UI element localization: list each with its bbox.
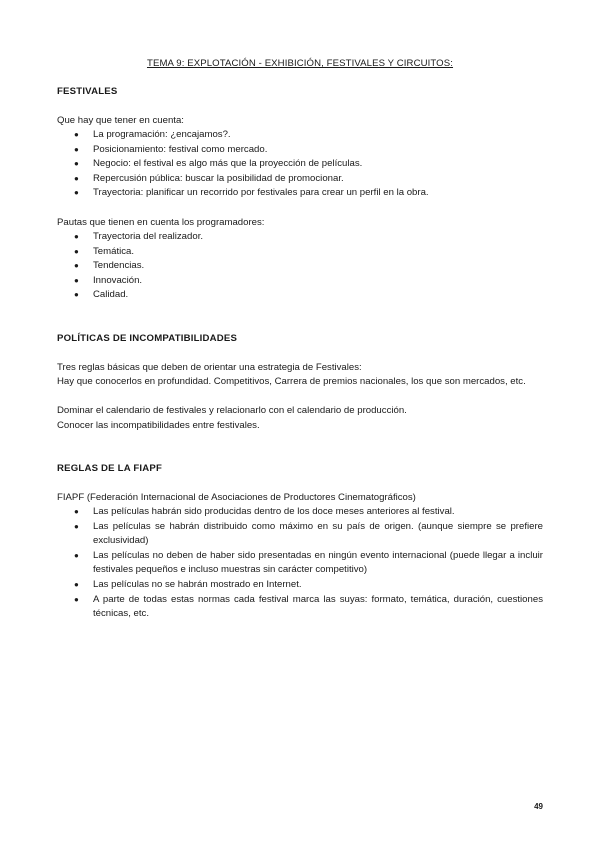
bullet-icon: ● <box>74 159 79 169</box>
section-heading-festivales: FESTIVALES <box>57 86 118 97</box>
festivales-intro-2: Pautas que tienen en cuenta los programadores: <box>57 217 265 228</box>
festivales-list-2 <box>57 230 507 303</box>
politicas-line-3: Dominar el calendario de festivales y relacionarlo con el calendario de producción. <box>57 405 407 416</box>
list-item: ● Temática. <box>57 245 507 260</box>
bullet-icon: ● <box>74 550 79 560</box>
list-item: ● Repercusión pública: buscar la posibilidad de promocionar. <box>57 172 507 187</box>
section-heading-politicas: POLÍTICAS DE INCOMPATIBILIDADES <box>57 333 238 344</box>
politicas-line-1: Tres reglas básicas que deben de orientar una estrategia de Festivales: <box>57 362 362 373</box>
fiapf-list <box>57 505 543 622</box>
bullet-icon: ● <box>74 507 79 516</box>
list-item: ● Trayectoria: planificar un recorrido por festivales para crear un perfil en la obra. <box>57 186 507 201</box>
fiapf-intro: FIAPF (Federación Internacional de Asociaciones de Productores Cinematográficos) <box>57 492 416 503</box>
list-item: ● Posicionamiento: festival como mercado. <box>57 143 507 158</box>
section-heading-fiapf: REGLAS DE LA FIAPF <box>57 463 163 474</box>
list-item: ● A parte de todas estas normas cada festival marca las suyas: formato, temática, duración, cuestiones técnicas, etc. <box>74 593 543 620</box>
bullet-icon: ● <box>74 521 79 531</box>
list-item: ● La programación: ¿encajamos?. <box>57 128 507 143</box>
list-item: ● Negocio: el festival es algo más que la proyección de películas. <box>57 157 507 172</box>
politicas-line-4: Conocer las incompatibilidades entre festivales. <box>57 420 260 431</box>
festivales-intro-1: Que hay que tener en cuenta: <box>57 115 184 126</box>
bullet-icon: ● <box>74 261 79 271</box>
list-item: ● Las películas no deben de haber sido presentadas en ningún evento internacional (puede llegar a incluir festivales pequeños e incluso muestras sin carácter competitivo) <box>74 549 543 576</box>
page-number: 49 <box>534 802 543 811</box>
bullet-icon: ● <box>74 594 79 604</box>
list-item: ● Las películas se habrán distribuido como máximo en su país de origen. (aunque siempre se prefiere exclusividad) <box>74 520 543 547</box>
bullet-icon: ● <box>74 130 79 139</box>
festivales-list-1 <box>57 128 507 201</box>
document-page <box>57 0 543 848</box>
list-item: ● Trayectoria del realizador. <box>57 230 507 245</box>
bullet-icon: ● <box>74 232 79 241</box>
politicas-line-2: Hay que conocerlos en profundidad. Competitivos, Carrera de premios nacionales, los que son mercados, etc. <box>57 376 526 387</box>
list-item: ● Calidad. <box>57 288 507 303</box>
list-item: ● Las películas habrán sido producidas dentro de los doce meses anteriores al festival. <box>57 505 543 520</box>
list-item: ● Tendencias. <box>57 259 507 274</box>
bullet-icon: ● <box>74 188 79 198</box>
bullet-icon: ● <box>74 579 79 589</box>
list-item: ● Las películas no se habrán mostrado en Internet. <box>57 578 543 593</box>
bullet-icon: ● <box>74 246 79 256</box>
bullet-icon: ● <box>74 144 79 154</box>
page-title: TEMA 9: EXPLOTACIÓN - EXHIBICIÓN, FESTIVALES Y CIRCUITOS: <box>146 58 454 69</box>
bullet-icon: ● <box>74 173 79 183</box>
bullet-icon: ● <box>74 275 79 285</box>
list-item: ● Innovación. <box>57 274 507 289</box>
bullet-icon: ● <box>74 290 79 300</box>
